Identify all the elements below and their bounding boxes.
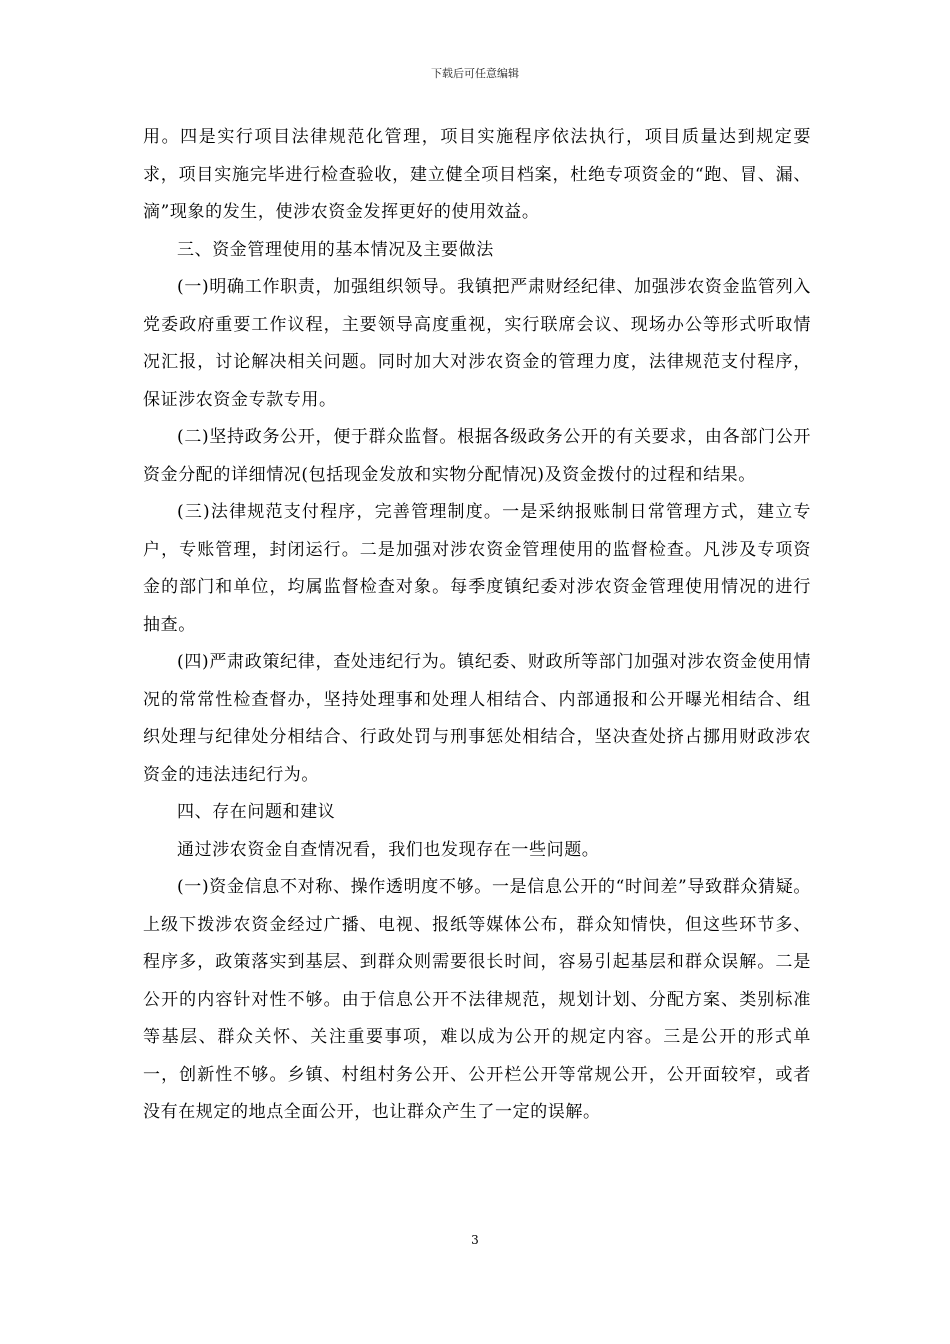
document-body [143, 119, 811, 1132]
paragraph-continuation: 用。四是实行项目法律规范化管理，项目实施程序依法执行，项目质量达到规定要求，项目实施完毕进行检查验收，建立健全项目档案，杜绝专项资金的“跑、冒、漏、滴”现象的发生，使涉农资金发挥更好的使用效益。 [143, 127, 811, 222]
page-number: 3 [471, 1233, 479, 1247]
paragraph-item-three: (三)法律规范支付程序，完善管理制度。一是采纳报账制日常管理方式，建立专户，专账管理，封闭运行。二是加强对涉农资金管理使用的监督检查。凡涉及专项资金的部门和单位，均属监督检查对象。每季度镇纪委对涉农资金管理使用情况的进行抽查。 [143, 502, 811, 635]
paragraph-item-one: (一)明确工作职责，加强组织领导。我镇把严肃财经纪律、加强涉农资金监管列入党委政府重要工作议程，主要领导高度重视，实行联席会议、现场办公等形式听取情况汇报，讨论解决相关问题。同时加大对涉农资金的管理力度，法律规范支付程序，保证涉农资金专款专用。 [143, 277, 811, 410]
paragraph-intro: 通过涉农资金自查情况看，我们也发现存在一些问题。 [177, 839, 600, 860]
section-heading-three: 三、资金管理使用的基本情况及主要做法 [177, 239, 494, 260]
paragraph-item-four: (四)严肃政策纪律，查处违纪行为。镇纪委、财政所等部门加强对涉农资金使用情况的常常性检查督办，坚持处理事和处理人相结合、内部通报和公开曝光相结合、组织处理与纪律处分相结合、行政处罚与刑事惩处相结合，坚决查处挤占挪用财政涉农资金的违法违纪行为。 [143, 652, 811, 785]
page-header: 下载后可任意编辑 [431, 67, 519, 80]
section-heading-four: 四、存在问题和建议 [177, 802, 336, 822]
paragraph-item-two: (二)坚持政务公开，便于群众监督。根据各级政务公开的有关要求，由各部门公开资金分配的详细情况(包括现金发放和实物分配情况)及资金拨付的过程和结果。 [143, 427, 811, 485]
paragraph-problem-one: (一)资金信息不对称、操作透明度不够。一是信息公开的“时间差”导致群众猜疑。上级下拨涉农资金经过广播、电视、报纸等媒体公布，群众知情快，但这些环节多、程序多，政策落实到基层、到群众则需要很长时间，容易引起基层和群众误解。二是公开的内容针对性不够。由于信息公开不法律规范，规划计划、分配方案、类别标准等基层、群众关怀、关注重要事项，难以成为公开的规定内容。三是公开的形式单一，创新性不够。乡镇、村组村务公开、公开栏公开等常规公开，公开面较窄，或者没有在规定的地点全面公开，也让群众产生了一定的误解。 [143, 877, 811, 1122]
